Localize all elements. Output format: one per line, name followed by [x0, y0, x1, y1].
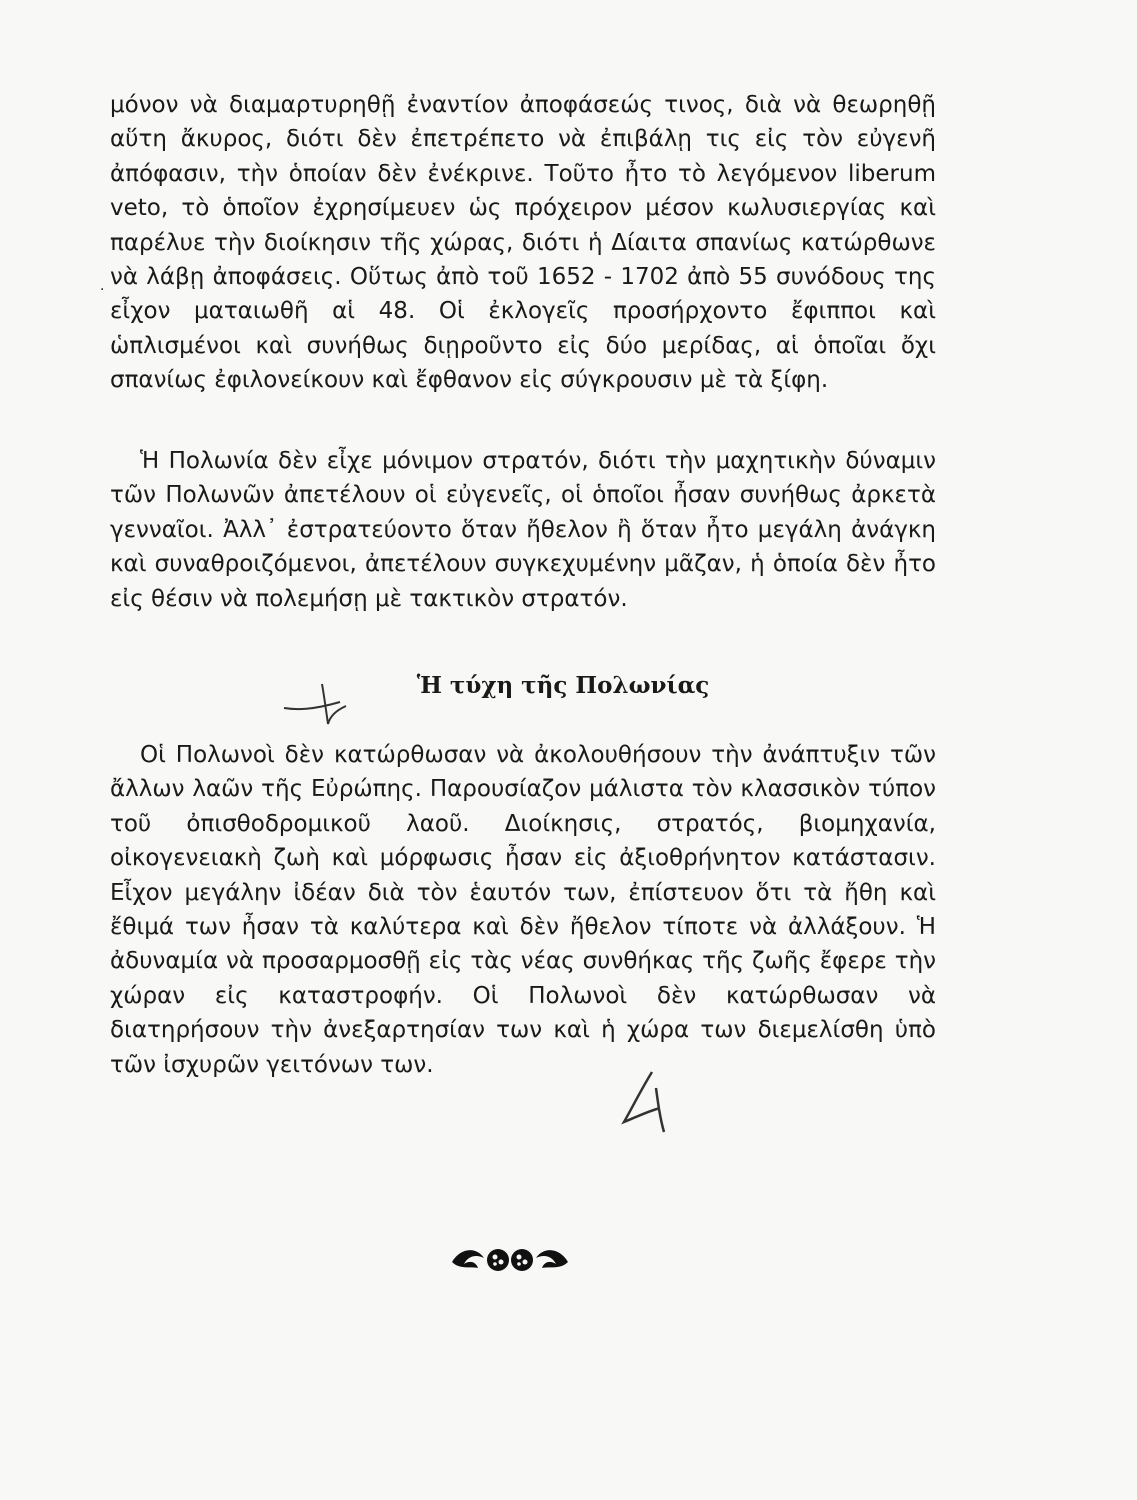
margin-mark: ·	[100, 282, 105, 298]
paragraph-3-text: Οἱ Πολωνοὶ δὲν κατώρθωσαν νὰ ἀκολουθήσουν τὴν ἀνάπτυξιν τῶν ἄλλων λαῶν τῆς Εὐρώπης. Παρουσίαζον μάλιστα τὸν κλασσικὸν τύπον τοῦ ὀπισθοδρομικοῦ λαοῦ. Διοίκησις, στρατός, βιομηχανία, οἰκογενειακὴ ζωὴ καὶ μόρφωσις ἦσαν εἰς ἀξιοθρήνητον κατάστασιν. Εἶχον μεγάλην ἰδέαν διὰ τὸν ἑαυτόν των, ἐπίστευον ὅτι τὰ ἤθη καὶ ἔθιμά των ἦσαν τὰ καλύτερα καὶ δὲν ἤθελον τίποτε νὰ ἀλλάξουν. Ἡ ἀδυναμία νὰ προσαρμοσθῇ εἰς τὰς νέας συνθήκας τῆς ζωῆς ἔφερε τὴν χώραν εἰς καταστροφήν. Οἱ Πολωνοὶ δὲν κατώρθωσαν νὰ διατηρήσουν τὴν ἀνεξαρτησίαν των καὶ ἡ χώρα των διεμελίσθη ὑπὸ τῶν ἰσχυρῶν γειτόνων των.	[110, 742, 936, 1078]
paragraph-1-text: μόνον νὰ διαμαρτυρηθῇ ἐναντίον ἀποφάσεώς τινος, διὰ νὰ θεωρηθῇ αὕτη ἄκυρος, διότι δὲν ἐπετρέπετο νὰ ἐπιβάλῃ τις εἰς τὸν εὐγενῆ ἀπόφασιν, τὴν ὁποίαν δὲν ἐνέκρινε. Τοῦτο ἦτο τὸ λεγόμενον liberum veto, τὸ ὁποῖον ἐχρησίμευεν ὡς πρόχειρον μέσον κωλυσιεργίας καὶ παρέλυε τὴν διοίκησιν τῆς χώρας, διότι ἡ Δίαιτα σπανίως κατώρθωνε νὰ λάβῃ ἀποφάσεις. Οὕτως ἀπὸ τοῦ 1652 - 1702 ἀπὸ 55 συνόδους της εἶχον ματαιωθῆ αἱ 48. Οἱ ἐκλογεῖς προσήρχοντο ἔφιπποι καὶ ὡπλισμένοι καὶ συνήθως διῃροῦντο εἰς δύο μερίδας, αἱ ὁποῖαι ὄχι σπανίως ἐφιλονείκουν καὶ ἔφθανον εἰς σύγκρουσιν μὲ τὰ ξίφη.	[110, 92, 936, 394]
handwritten-mark-icon	[612, 1068, 682, 1138]
section-heading-text: Ἡ τύχη τῆς Πολωνίας	[416, 672, 710, 699]
paragraph-3	[110, 738, 936, 1082]
section-heading	[110, 672, 936, 699]
paragraph-1	[110, 88, 936, 398]
paragraph-2-text: Ἡ Πολωνία δὲν εἶχε μόνιμον στρατόν, διότι τὴν μαχητικὴν δύναμιν τῶν Πολωνῶν ἀπετέλουν οἱ εὐγενεῖς, οἱ ὁποῖοι ἦσαν συνήθως ἀρκετὰ γενναῖοι. Ἀλλ᾽ ἐστρατεύοντο ὅταν ἤθελον ἢ ὅταν ἦτο μεγάλη ἀνάγκη καὶ συναθροιζόμενοι, ἀπετέλουν συγκεχυμένην μᾶζαν, ἡ ὁποία δὲν ἦτο εἰς θέσιν νὰ πολεμήσῃ μὲ τακτικὸν στρατόν.	[110, 448, 936, 612]
ornament-icon	[450, 1240, 570, 1282]
paragraph-2	[110, 444, 936, 616]
